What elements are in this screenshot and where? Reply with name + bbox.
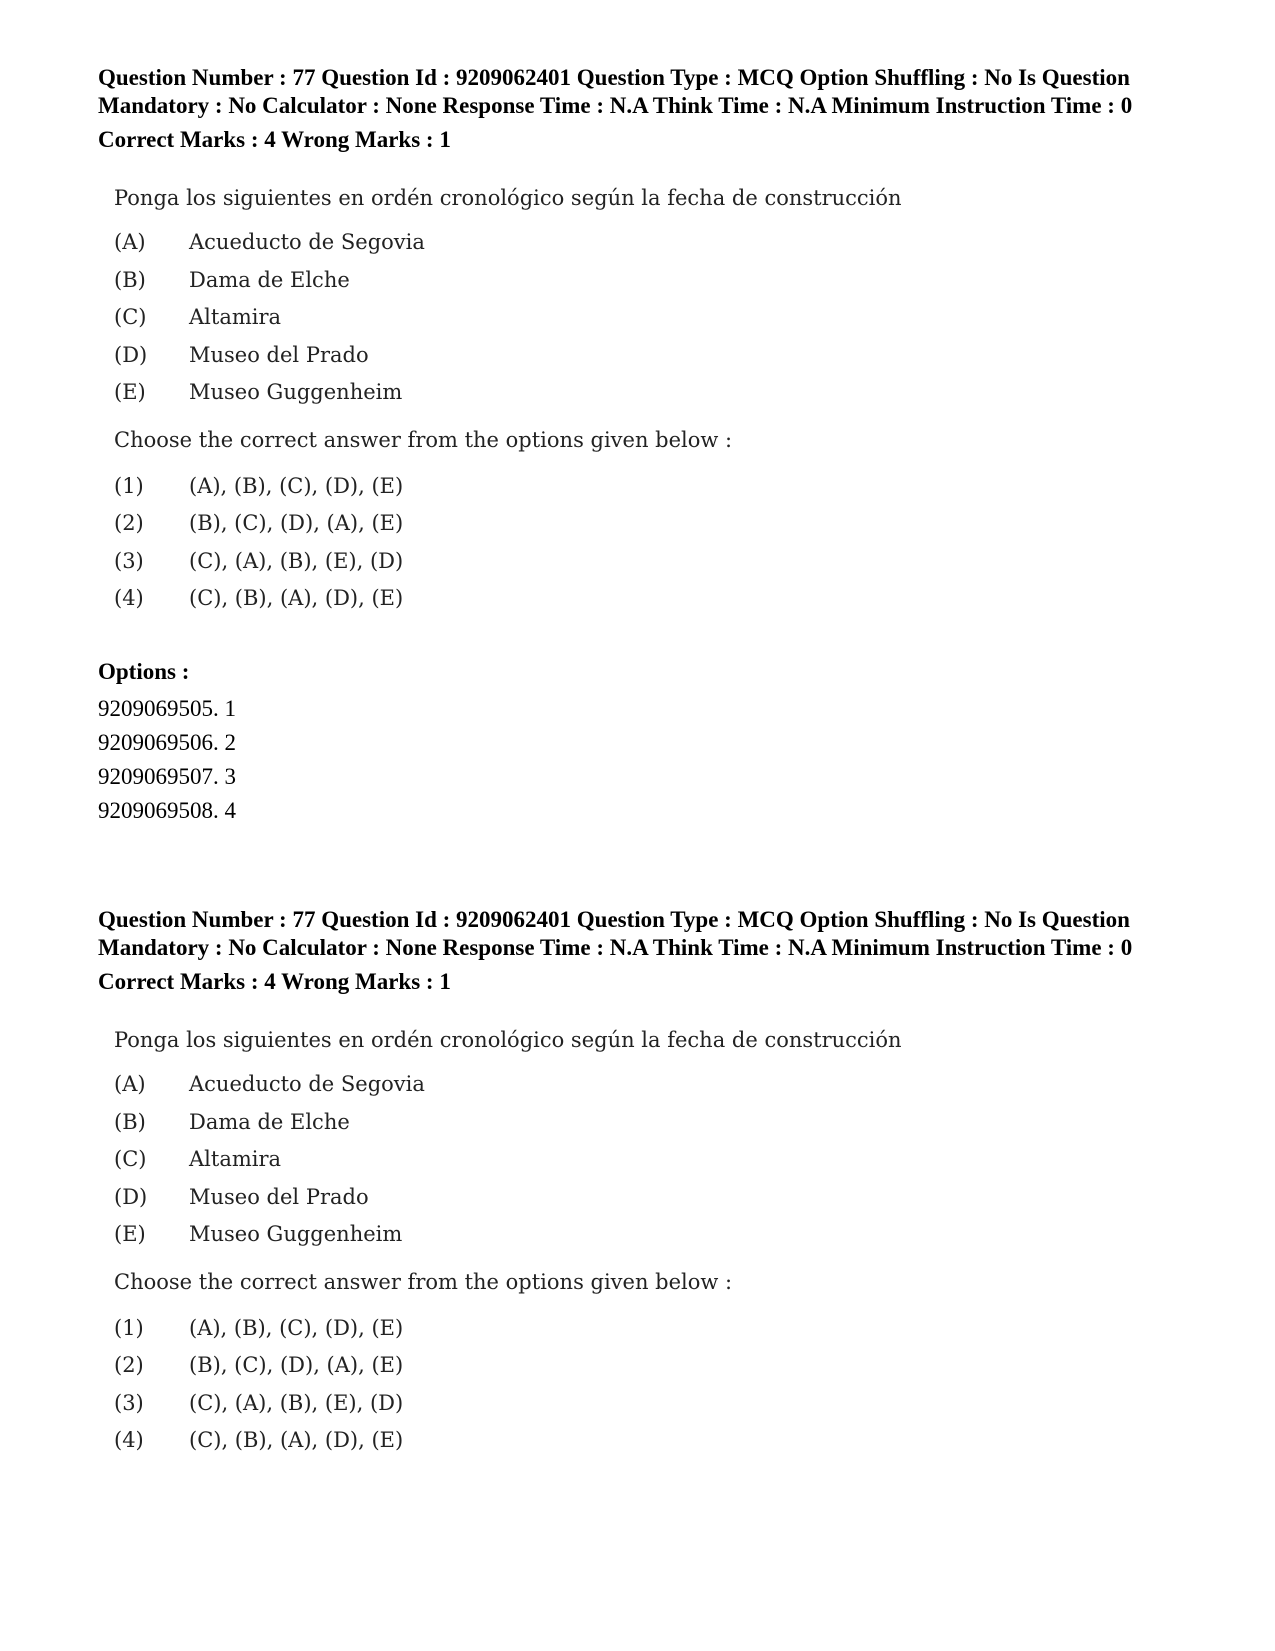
choice-list xyxy=(114,1316,1178,1466)
list-item xyxy=(114,1147,1178,1185)
choice-item xyxy=(114,511,1178,549)
list-item xyxy=(114,268,1178,306)
list-item xyxy=(114,1222,1178,1260)
question-meta: Question Number : 77 Question Id : 9209062401 Question Type : MCQ Option Shuffling : No Is Question Mandatory : No Calculator : None Response Time : N.A Think Time : N.A Minimum Instruction Time : 0 xyxy=(98,907,1133,960)
choice-key: (1) xyxy=(114,473,144,498)
item-key: (C) xyxy=(114,305,147,329)
question-meta: Question Number : 77 Question Id : 9209062401 Question Type : MCQ Option Shuffling : No Is Question Mandatory : No Calculator : None Response Time : N.A Think Time : N.A Minimum Instruction Time : 0 xyxy=(98,65,1133,118)
choice-key: (2) xyxy=(114,511,144,535)
choice-item xyxy=(114,1353,1178,1391)
choice-key: (3) xyxy=(114,1390,144,1415)
item-list xyxy=(114,230,1178,418)
choice-key: (3) xyxy=(114,548,144,573)
choice-item xyxy=(114,474,1178,512)
choice-text: (A), (B), (C), (D), (E) xyxy=(189,1315,404,1340)
question-marks: Correct Marks : 4 Wrong Marks : 1 xyxy=(98,969,451,994)
choice-text: (C), (A), (B), (E), (D) xyxy=(189,1390,404,1415)
choice-list xyxy=(114,474,1178,624)
question-body xyxy=(114,1026,1178,1466)
list-item xyxy=(114,380,1178,418)
item-key: (D) xyxy=(114,1184,148,1209)
choice-key: (2) xyxy=(114,1353,144,1377)
item-key: (C) xyxy=(114,1147,147,1171)
question-prompt: Ponga los siguientes en ordén cronológico según la fecha de construcción xyxy=(114,1028,902,1052)
item-text: Acueducto de Segovia xyxy=(189,230,425,254)
item-key: (A) xyxy=(114,230,146,254)
item-key: (D) xyxy=(114,342,148,367)
list-item xyxy=(114,343,1178,381)
question-marks: Correct Marks : 4 Wrong Marks : 1 xyxy=(98,127,451,152)
item-key: (E) xyxy=(114,1222,146,1246)
choose-instruction: Choose the correct answer from the options given below : xyxy=(114,1269,733,1294)
choose-instruction: Choose the correct answer from the options given below : xyxy=(114,427,733,452)
item-text: Museo Guggenheim xyxy=(189,380,403,404)
item-text: Museo del Prado xyxy=(189,1184,369,1209)
item-key: (B) xyxy=(114,1109,146,1134)
item-text: Dama de Elche xyxy=(189,267,350,292)
choice-item xyxy=(114,1316,1178,1354)
choice-item xyxy=(114,586,1178,624)
option-line: 9209069508. 4 xyxy=(98,797,236,823)
options-title: Options : xyxy=(98,658,190,684)
item-key: (B) xyxy=(114,267,146,292)
options-list xyxy=(98,692,1178,828)
choice-text: (B), (C), (D), (A), (E) xyxy=(189,511,404,535)
item-text: Museo del Prado xyxy=(189,342,369,367)
choice-text: (B), (C), (D), (A), (E) xyxy=(189,1353,404,1377)
option-line: 9209069505. 1 xyxy=(98,695,236,721)
option-line: 9209069507. 3 xyxy=(98,763,236,789)
choice-item xyxy=(114,1391,1178,1429)
item-text: Acueducto de Segovia xyxy=(189,1072,425,1096)
list-item xyxy=(114,305,1178,343)
list-item xyxy=(114,1072,1178,1110)
item-text: Altamira xyxy=(189,1147,282,1171)
question-body xyxy=(114,184,1178,624)
option-line: 9209069506. 2 xyxy=(98,729,236,755)
item-text: Altamira xyxy=(189,305,282,329)
question-prompt: Ponga los siguientes en ordén cronológico según la fecha de construcción xyxy=(114,186,902,210)
question-block-2 xyxy=(98,906,1178,1466)
item-key: (E) xyxy=(114,380,146,404)
list-item xyxy=(114,1110,1178,1148)
choice-text: (C), (B), (A), (D), (E) xyxy=(189,1428,404,1452)
choice-text: (C), (A), (B), (E), (D) xyxy=(189,548,404,573)
choice-key: (4) xyxy=(114,586,144,610)
list-item xyxy=(114,1185,1178,1223)
item-list xyxy=(114,1072,1178,1260)
choice-text: (C), (B), (A), (D), (E) xyxy=(189,586,404,610)
choice-text: (A), (B), (C), (D), (E) xyxy=(189,473,404,498)
item-text: Dama de Elche xyxy=(189,1109,350,1134)
item-text: Museo Guggenheim xyxy=(189,1222,403,1246)
choice-item xyxy=(114,1428,1178,1466)
list-item xyxy=(114,230,1178,268)
item-key: (A) xyxy=(114,1072,146,1096)
choice-item xyxy=(114,549,1178,587)
question-block-1 xyxy=(98,64,1178,828)
choice-key: (4) xyxy=(114,1428,144,1452)
choice-key: (1) xyxy=(114,1315,144,1340)
